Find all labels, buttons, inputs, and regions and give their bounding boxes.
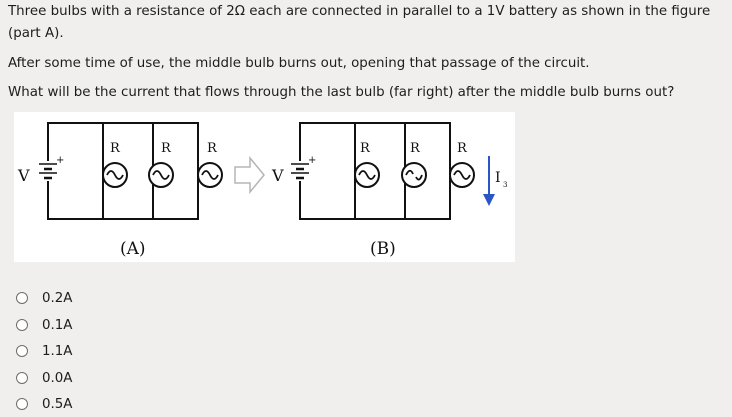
bulb-b1-icon [355, 163, 379, 187]
bulb-b3-icon [450, 163, 474, 187]
bulb-a3-icon [198, 163, 222, 187]
option-3[interactable] [16, 341, 72, 361]
resistor-label-a1: R [110, 141, 120, 156]
resistor-label-a3: R [207, 141, 217, 156]
resistor-label-b1: R [360, 141, 370, 156]
resistor-label-b2: R [410, 141, 420, 156]
radio-button[interactable] [16, 372, 28, 384]
bulb-a2-icon [149, 163, 173, 187]
caption-b: (B) [370, 239, 396, 259]
option-5[interactable] [16, 394, 72, 414]
option-2[interactable] [16, 315, 72, 335]
option-label: 1.1A [42, 343, 73, 359]
option-label: 0.0A [42, 370, 73, 386]
option-label: 0.5A [42, 396, 73, 412]
circuit-diagram [14, 112, 515, 262]
battery-plus-a: + [56, 155, 65, 166]
resistor-label-a2: R [161, 141, 171, 156]
option-1[interactable] [16, 288, 72, 308]
circuit-figure [14, 112, 515, 262]
current-subscript: 3 [503, 181, 508, 189]
battery-label-b: V [272, 166, 284, 185]
radio-button[interactable] [16, 398, 28, 410]
current-arrow-icon [483, 156, 495, 206]
transition-arrow-icon [235, 158, 264, 192]
option-label: 0.1A [42, 317, 73, 333]
option-label: 0.2A [42, 290, 73, 306]
current-label: I [495, 170, 501, 186]
resistor-label-b3: R [457, 141, 467, 156]
battery-label-a: V [18, 166, 30, 185]
radio-button[interactable] [16, 292, 28, 304]
caption-a: (A) [120, 239, 146, 259]
bulb-a1-icon [103, 163, 127, 187]
radio-button[interactable] [16, 345, 28, 357]
option-4[interactable] [16, 368, 72, 388]
question-line-1: Three bulbs with a resistance of 2Ω each are connected in parallel to a 1V battery as shown in the figure (part A). [8, 4, 711, 41]
radio-button[interactable] [16, 319, 28, 331]
question-line-3: What will be the current that flows through the last bulb (far right) after the middle bulb burns out? [8, 85, 675, 100]
battery-plus-b: + [308, 155, 317, 166]
question-line-2: After some time of use, the middle bulb burns out, opening that passage of the circuit. [8, 56, 590, 71]
bulb-b2-broken-icon [402, 163, 426, 187]
